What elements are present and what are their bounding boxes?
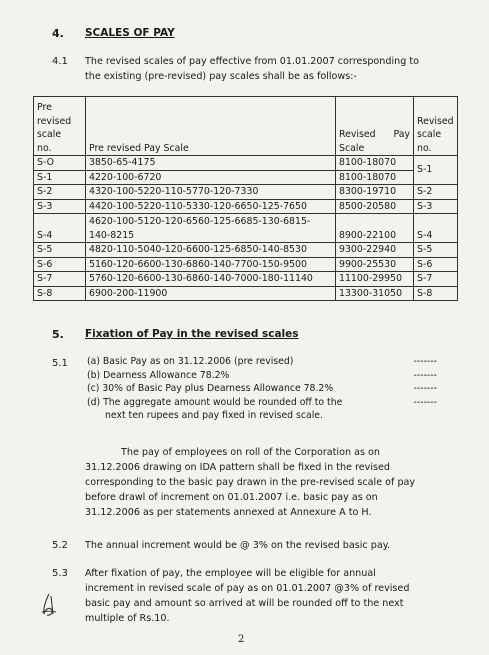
table-row: S-8 6900-200-11900 13300-31050 S-8: [34, 286, 458, 301]
header-pre-revised-no: Pre revised scale no.: [34, 97, 86, 156]
fixation-items: (a) Basic Pay as on 31.12.2006 (pre revised) ------- (b) Dearness Allowance 78.2% ------- (c) 30% of Basic Pay plus Dearness Allowance 78.2% ------- (d) The aggregate amount would be rounded off to the ------- next ten rupees and pay fixed in revised scale.: [87, 356, 437, 422]
table-header-row: [34, 97, 458, 156]
para-5-1-body: The pay of employees on roll of the Corporation as on 31.12.2006 drawing on IDA pattern shall be fixed in the revised corresponding to the basic pay drawn in the pre-revised scale of pay before drawl of increment on 01.01.2007 i.e. basic pay as on 31.12.2006 as per statements annexed at Annexure A to H.: [85, 447, 416, 518]
table-row: S-O 3850-65-4175 8100-18070 S-1: [34, 156, 458, 171]
para-4-1-line1: The revised scales of pay effective from 01.01.2007 corresponding to: [85, 56, 419, 67]
table-row: S-6 5160-120-6600-130-6860-140-7700-150-9500 9900-25530 S-6: [34, 257, 458, 272]
table-row: S-2 4320-100-5220-110-5770-120-7330 8300-19710 S-2: [34, 185, 458, 200]
list-item: (d) The aggregate amount would be rounded off to the -------: [87, 396, 437, 408]
section-5-title: Fixation of Pay in the revised scales: [85, 328, 299, 340]
header-pre-revised-scale: Pre revised Pay Scale: [86, 97, 336, 156]
header-revised-scale: Revised Pay Scale: [336, 97, 414, 156]
list-item: (c) 30% of Basic Pay plus Dearness Allowance 78.2% -------: [87, 383, 437, 395]
para-5-2-number: 5.2: [52, 540, 68, 551]
para-5-3-number: 5.3: [52, 568, 68, 579]
initials-signature: [40, 592, 58, 618]
para-5-3-body: After fixation of pay, the employee will be eligible for annual increment in revised scale of pay as on 01.01.2007 @3% of revised basic pay and amount so arrived at will be rounded off to the next multiple of Rs.10.: [85, 568, 410, 624]
table-row: S-5 4820-110-5040-120-6600-125-6850-140-8530 9300-22940 S-5: [34, 243, 458, 258]
table-row: S-4 4620-100-5120-120-6560-125-6685-130-6815- 140-8215 8900-22100 S-4: [34, 214, 458, 243]
section-4-title: SCALES OF PAY: [85, 27, 175, 39]
header-revised-no: Revised scale no.: [414, 97, 458, 156]
list-item: (a) Basic Pay as on 31.12.2006 (pre revised) -------: [87, 356, 437, 367]
table-row: S-3 4420-100-5220-110-5330-120-6650-125-7650 8500-20580 S-3: [34, 199, 458, 214]
para-4-1-line2: the existing (pre-revised) pay scales shall be as follows:-: [85, 71, 357, 82]
section-4-number: 4.: [52, 27, 64, 40]
page-number: 2: [238, 634, 245, 645]
pay-scale-table: [33, 96, 458, 301]
table-row: S-7 5760-120-6600-130-6860-140-7000-180-11140 11100-29950 S-7: [34, 272, 458, 287]
para-5-2-text: The annual increment would be @ 3% on the revised basic pay.: [85, 540, 391, 551]
table-row: S-1 4220-100-6720 8100-18070: [34, 170, 458, 185]
section-5-number: 5.: [52, 328, 64, 341]
list-item: (b) Dearness Allowance 78.2% -------: [87, 369, 437, 381]
para-5-1-number: 5.1: [52, 358, 68, 369]
para-4-1-number: 4.1: [52, 56, 68, 67]
